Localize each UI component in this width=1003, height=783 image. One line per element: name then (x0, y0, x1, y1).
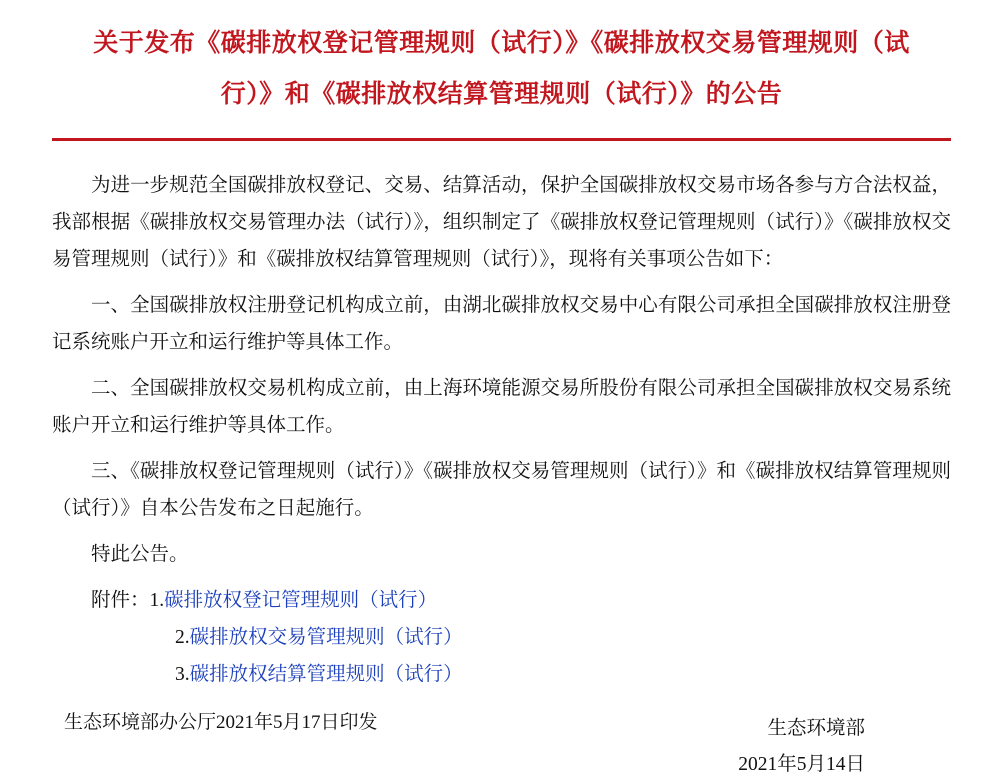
signoff-issuer: 生态环境部 (767, 718, 865, 739)
paragraph-notice-end: 特此公告。 (91, 544, 189, 565)
attachment-number-2: 2. (175, 627, 190, 648)
attachment-title-1: 碳排放权登记管理规则（试行） (164, 590, 438, 611)
attachment-number-3: 3. (175, 664, 190, 685)
attachments-row-2 (52, 619, 951, 656)
paragraph-intro: 为进一步规范全国碳排放权登记、交易、结算活动，保护全国碳排放权交易市场各参与方合法权益，我部根据《碳排放权交易管理办法（试行）》，组织制定了《碳排放权登记管理规则（试行）》《碳排放权交易管理规则（试行）》和《碳排放权结算管理规则（试行）》，现将有关事项公告如下： (52, 175, 951, 270)
document-body (52, 141, 951, 783)
title-divider-wrap (52, 124, 951, 141)
attachment-number-1: 1. (149, 590, 165, 611)
paragraph-article-3: 三、《碳排放权登记管理规则（试行）》《碳排放权交易管理规则（试行）》和《碳排放权结算管理规则（试行）》自本公告发布之日起施行。 (52, 461, 951, 519)
attachment-title-3: 碳排放权结算管理规则（试行） (189, 664, 463, 685)
attachment-link-2[interactable] (175, 627, 463, 648)
paragraph-article-1: 一、全国碳排放权注册登记机构成立前，由湖北碳排放权交易中心有限公司承担全国碳排放权注册登记系统账户开立和运行维护等具体工作。 (52, 295, 951, 353)
page-title: 关于发布《碳排放权登记管理规则（试行）》《碳排放权交易管理规则（试行）》和《碳排放权结算管理规则（试行）》的公告 (93, 30, 910, 108)
attachments-label: 附件： (91, 590, 150, 611)
attachment-link-3[interactable] (175, 664, 463, 685)
attachments-row-3 (52, 656, 951, 693)
paragraph-article-2: 二、全国碳排放权交易机构成立前，由上海环境能源交易所股份有限公司承担全国碳排放权交易系统账户开立和运行维护等具体工作。 (52, 378, 951, 436)
document-footer: 生态环境部办公厅2021年5月17日印发 (64, 712, 378, 733)
attachments-first-row (52, 582, 951, 619)
signoff-date: 2021年5月14日 (738, 754, 865, 775)
attachment-title-2: 碳排放权交易管理规则（试行） (189, 627, 463, 648)
attachment-link-1[interactable] (150, 590, 438, 611)
